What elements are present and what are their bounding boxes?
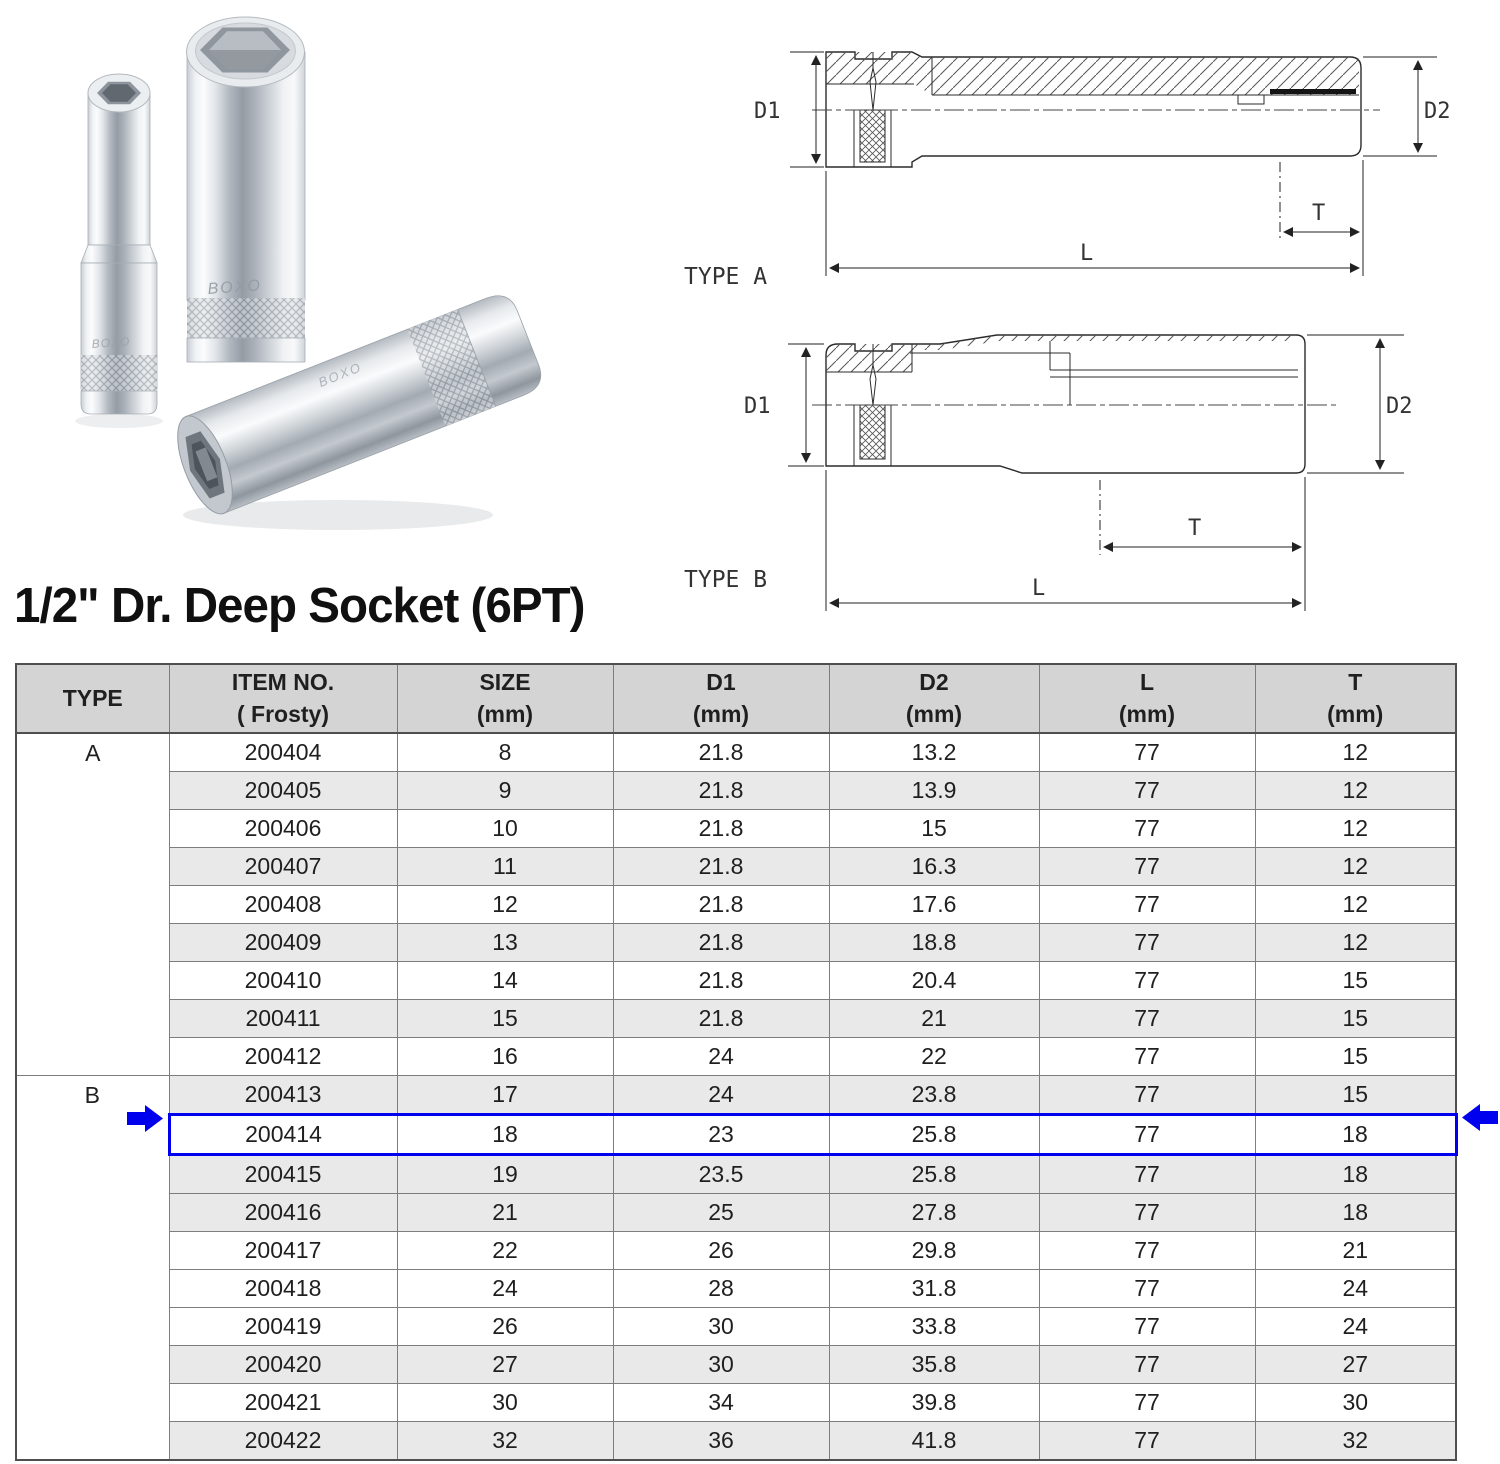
socket-small	[81, 74, 157, 414]
table-row	[16, 924, 1456, 962]
col-header-size: SIZE (mm)	[397, 664, 613, 733]
cell-d2: 25.8	[829, 1115, 1039, 1155]
cell-item: 200422	[169, 1422, 397, 1461]
page-title: 1/2" Dr. Deep Socket (6PT)	[14, 579, 585, 633]
cell-size: 32	[397, 1422, 613, 1461]
product-photo	[0, 0, 640, 560]
cell-d2: 23.8	[829, 1076, 1039, 1115]
cell-t: 18	[1255, 1115, 1456, 1155]
cell-item: 200418	[169, 1270, 397, 1308]
cell-l: 77	[1039, 1194, 1255, 1232]
cell-d1: 24	[613, 1038, 829, 1076]
technical-drawings	[680, 10, 1500, 640]
cell-size: 15	[397, 1000, 613, 1038]
cell-d2: 17.6	[829, 886, 1039, 924]
cell-item: 200413	[169, 1076, 397, 1115]
cell-l: 77	[1039, 1232, 1255, 1270]
cell-t: 12	[1255, 733, 1456, 772]
table-row	[16, 848, 1456, 886]
dim-label-l: L	[1080, 241, 1094, 266]
cell-t: 24	[1255, 1308, 1456, 1346]
cell-d1: 21.8	[613, 962, 829, 1000]
cell-l: 77	[1039, 1384, 1255, 1422]
highlight-arrow-right-pointing	[127, 1105, 163, 1132]
cell-d1: 24	[613, 1076, 829, 1115]
cell-l: 77	[1039, 1000, 1255, 1038]
cell-t: 15	[1255, 1038, 1456, 1076]
socket-large	[187, 17, 306, 362]
col-header-l: L (mm)	[1039, 664, 1255, 733]
cell-l: 77	[1039, 772, 1255, 810]
dim-label-l: L	[1032, 576, 1046, 601]
header-row	[16, 664, 1456, 733]
cell-d1: 30	[613, 1346, 829, 1384]
cell-size: 24	[397, 1270, 613, 1308]
cell-d2: 16.3	[829, 848, 1039, 886]
cell-d1: 21.8	[613, 810, 829, 848]
cell-l: 77	[1039, 810, 1255, 848]
cell-item: 200416	[169, 1194, 397, 1232]
cell-t: 12	[1255, 772, 1456, 810]
cell-size: 17	[397, 1076, 613, 1115]
spec-table-body	[16, 733, 1456, 1460]
snap-ring-groove	[1270, 89, 1356, 94]
table-row	[16, 1038, 1456, 1076]
cell-size: 9	[397, 772, 613, 810]
table-row	[16, 1422, 1456, 1461]
cell-t: 24	[1255, 1270, 1456, 1308]
cell-l: 77	[1039, 733, 1255, 772]
dim-label-t: T	[1312, 201, 1326, 226]
dim-label-t: T	[1188, 516, 1202, 541]
cell-t: 18	[1255, 1155, 1456, 1194]
cell-item: 200419	[169, 1308, 397, 1346]
cell-d2: 20.4	[829, 962, 1039, 1000]
cell-item: 200407	[169, 848, 397, 886]
cell-l: 77	[1039, 1115, 1255, 1155]
dim-label-d1: D1	[744, 394, 771, 419]
table-row	[16, 1115, 1456, 1155]
type-a-label: TYPE A	[684, 264, 768, 290]
cell-t: 21	[1255, 1232, 1456, 1270]
hatch-area	[826, 344, 912, 372]
table-row	[16, 810, 1456, 848]
hatch-area	[892, 335, 1296, 350]
cell-size: 26	[397, 1308, 613, 1346]
cell-item: 200411	[169, 1000, 397, 1038]
cell-d2: 31.8	[829, 1270, 1039, 1308]
dim-label-d1: D1	[754, 99, 781, 124]
table-row	[16, 1270, 1456, 1308]
cell-l: 77	[1039, 1308, 1255, 1346]
cell-size: 30	[397, 1384, 613, 1422]
cell-t: 12	[1255, 848, 1456, 886]
cell-d2: 13.9	[829, 772, 1039, 810]
cell-d1: 21.8	[613, 772, 829, 810]
cell-item: 200410	[169, 962, 397, 1000]
cell-t: 15	[1255, 962, 1456, 1000]
spec-table	[15, 663, 1458, 1461]
table-row	[16, 1384, 1456, 1422]
cell-d1: 26	[613, 1232, 829, 1270]
cell-d1: 21.8	[613, 924, 829, 962]
cell-item: 200417	[169, 1232, 397, 1270]
cell-d1: 30	[613, 1308, 829, 1346]
cell-d1: 21.8	[613, 733, 829, 772]
cell-d2: 29.8	[829, 1232, 1039, 1270]
cell-size: 13	[397, 924, 613, 962]
cell-l: 77	[1039, 1270, 1255, 1308]
cell-item: 200421	[169, 1384, 397, 1422]
cell-l: 77	[1039, 1038, 1255, 1076]
cell-l: 77	[1039, 1076, 1255, 1115]
table-row	[16, 1232, 1456, 1270]
cell-size: 22	[397, 1232, 613, 1270]
table-row	[16, 1346, 1456, 1384]
cell-d2: 22	[829, 1038, 1039, 1076]
cell-size: 11	[397, 848, 613, 886]
drawing-type-a	[684, 52, 1451, 290]
type-group-cell: A	[16, 733, 169, 1076]
cell-l: 77	[1039, 886, 1255, 924]
cell-t: 15	[1255, 1000, 1456, 1038]
type-group-cell: B	[16, 1076, 169, 1461]
table-row	[16, 1076, 1456, 1115]
cell-d2: 18.8	[829, 924, 1039, 962]
table-row	[16, 1000, 1456, 1038]
dim-label-d2: D2	[1424, 99, 1451, 124]
cell-d1: 23	[613, 1115, 829, 1155]
cell-d1: 21.8	[613, 848, 829, 886]
cell-size: 18	[397, 1115, 613, 1155]
cell-t: 30	[1255, 1384, 1456, 1422]
cell-d2: 33.8	[829, 1308, 1039, 1346]
cell-d1: 23.5	[613, 1155, 829, 1194]
cell-t: 12	[1255, 886, 1456, 924]
cell-d2: 41.8	[829, 1422, 1039, 1461]
cell-item: 200415	[169, 1155, 397, 1194]
col-header-d2: D2 (mm)	[829, 664, 1039, 733]
cell-size: 14	[397, 962, 613, 1000]
col-header-item-no: ITEM NO. ( Frosty)	[169, 664, 397, 733]
cell-d1: 36	[613, 1422, 829, 1461]
table-row	[16, 1194, 1456, 1232]
cell-size: 8	[397, 733, 613, 772]
col-header-d1: D1 (mm)	[613, 664, 829, 733]
cell-item: 200412	[169, 1038, 397, 1076]
table-row	[16, 962, 1456, 1000]
cell-l: 77	[1039, 962, 1255, 1000]
cell-t: 15	[1255, 1076, 1456, 1115]
cell-d2: 25.8	[829, 1155, 1039, 1194]
cell-l: 77	[1039, 1346, 1255, 1384]
cell-size: 16	[397, 1038, 613, 1076]
highlight-arrow-left-pointing	[1462, 1104, 1498, 1131]
cell-d2: 27.8	[829, 1194, 1039, 1232]
cell-size: 19	[397, 1155, 613, 1194]
table-row	[16, 733, 1456, 772]
cell-item: 200414	[169, 1115, 397, 1155]
cell-l: 77	[1039, 848, 1255, 886]
col-header-t: T (mm)	[1255, 664, 1456, 733]
crosshatch-drive-wall	[860, 110, 885, 162]
cell-d2: 13.2	[829, 733, 1039, 772]
cell-t: 27	[1255, 1346, 1456, 1384]
table-row	[16, 772, 1456, 810]
table-row	[16, 1308, 1456, 1346]
cell-size: 12	[397, 886, 613, 924]
cell-l: 77	[1039, 1422, 1255, 1461]
brand-engraving-small: BOXO	[91, 334, 131, 351]
type-b-label: TYPE B	[684, 567, 768, 593]
cell-item: 200405	[169, 772, 397, 810]
cell-item: 200408	[169, 886, 397, 924]
cell-item: 200406	[169, 810, 397, 848]
cell-l: 77	[1039, 1155, 1255, 1194]
cell-d2: 35.8	[829, 1346, 1039, 1384]
cell-size: 10	[397, 810, 613, 848]
cell-d1: 25	[613, 1194, 829, 1232]
table-row	[16, 886, 1456, 924]
crosshatch-drive-wall	[860, 405, 885, 459]
hatch-area	[826, 52, 1359, 95]
cell-item: 200420	[169, 1346, 397, 1384]
col-header-type: TYPE	[16, 664, 169, 733]
cell-size: 21	[397, 1194, 613, 1232]
photo-shadow	[75, 414, 163, 428]
cell-d2: 15	[829, 810, 1039, 848]
cell-d2: 21	[829, 1000, 1039, 1038]
cell-d1: 34	[613, 1384, 829, 1422]
cell-d2: 39.8	[829, 1384, 1039, 1422]
cell-t: 32	[1255, 1422, 1456, 1461]
dim-label-d2: D2	[1386, 394, 1413, 419]
cell-d1: 21.8	[613, 1000, 829, 1038]
cell-item: 200409	[169, 924, 397, 962]
cell-item: 200404	[169, 733, 397, 772]
cell-d1: 21.8	[613, 886, 829, 924]
table-row	[16, 1155, 1456, 1194]
cell-d1: 28	[613, 1270, 829, 1308]
brand-engraving-diagonal: BOXO	[316, 359, 365, 390]
cell-t: 18	[1255, 1194, 1456, 1232]
cell-t: 12	[1255, 810, 1456, 848]
brand-engraving-large: BOXO	[207, 277, 263, 298]
cell-l: 77	[1039, 924, 1255, 962]
cell-t: 12	[1255, 924, 1456, 962]
cell-size: 27	[397, 1346, 613, 1384]
drawing-type-b	[684, 335, 1413, 611]
